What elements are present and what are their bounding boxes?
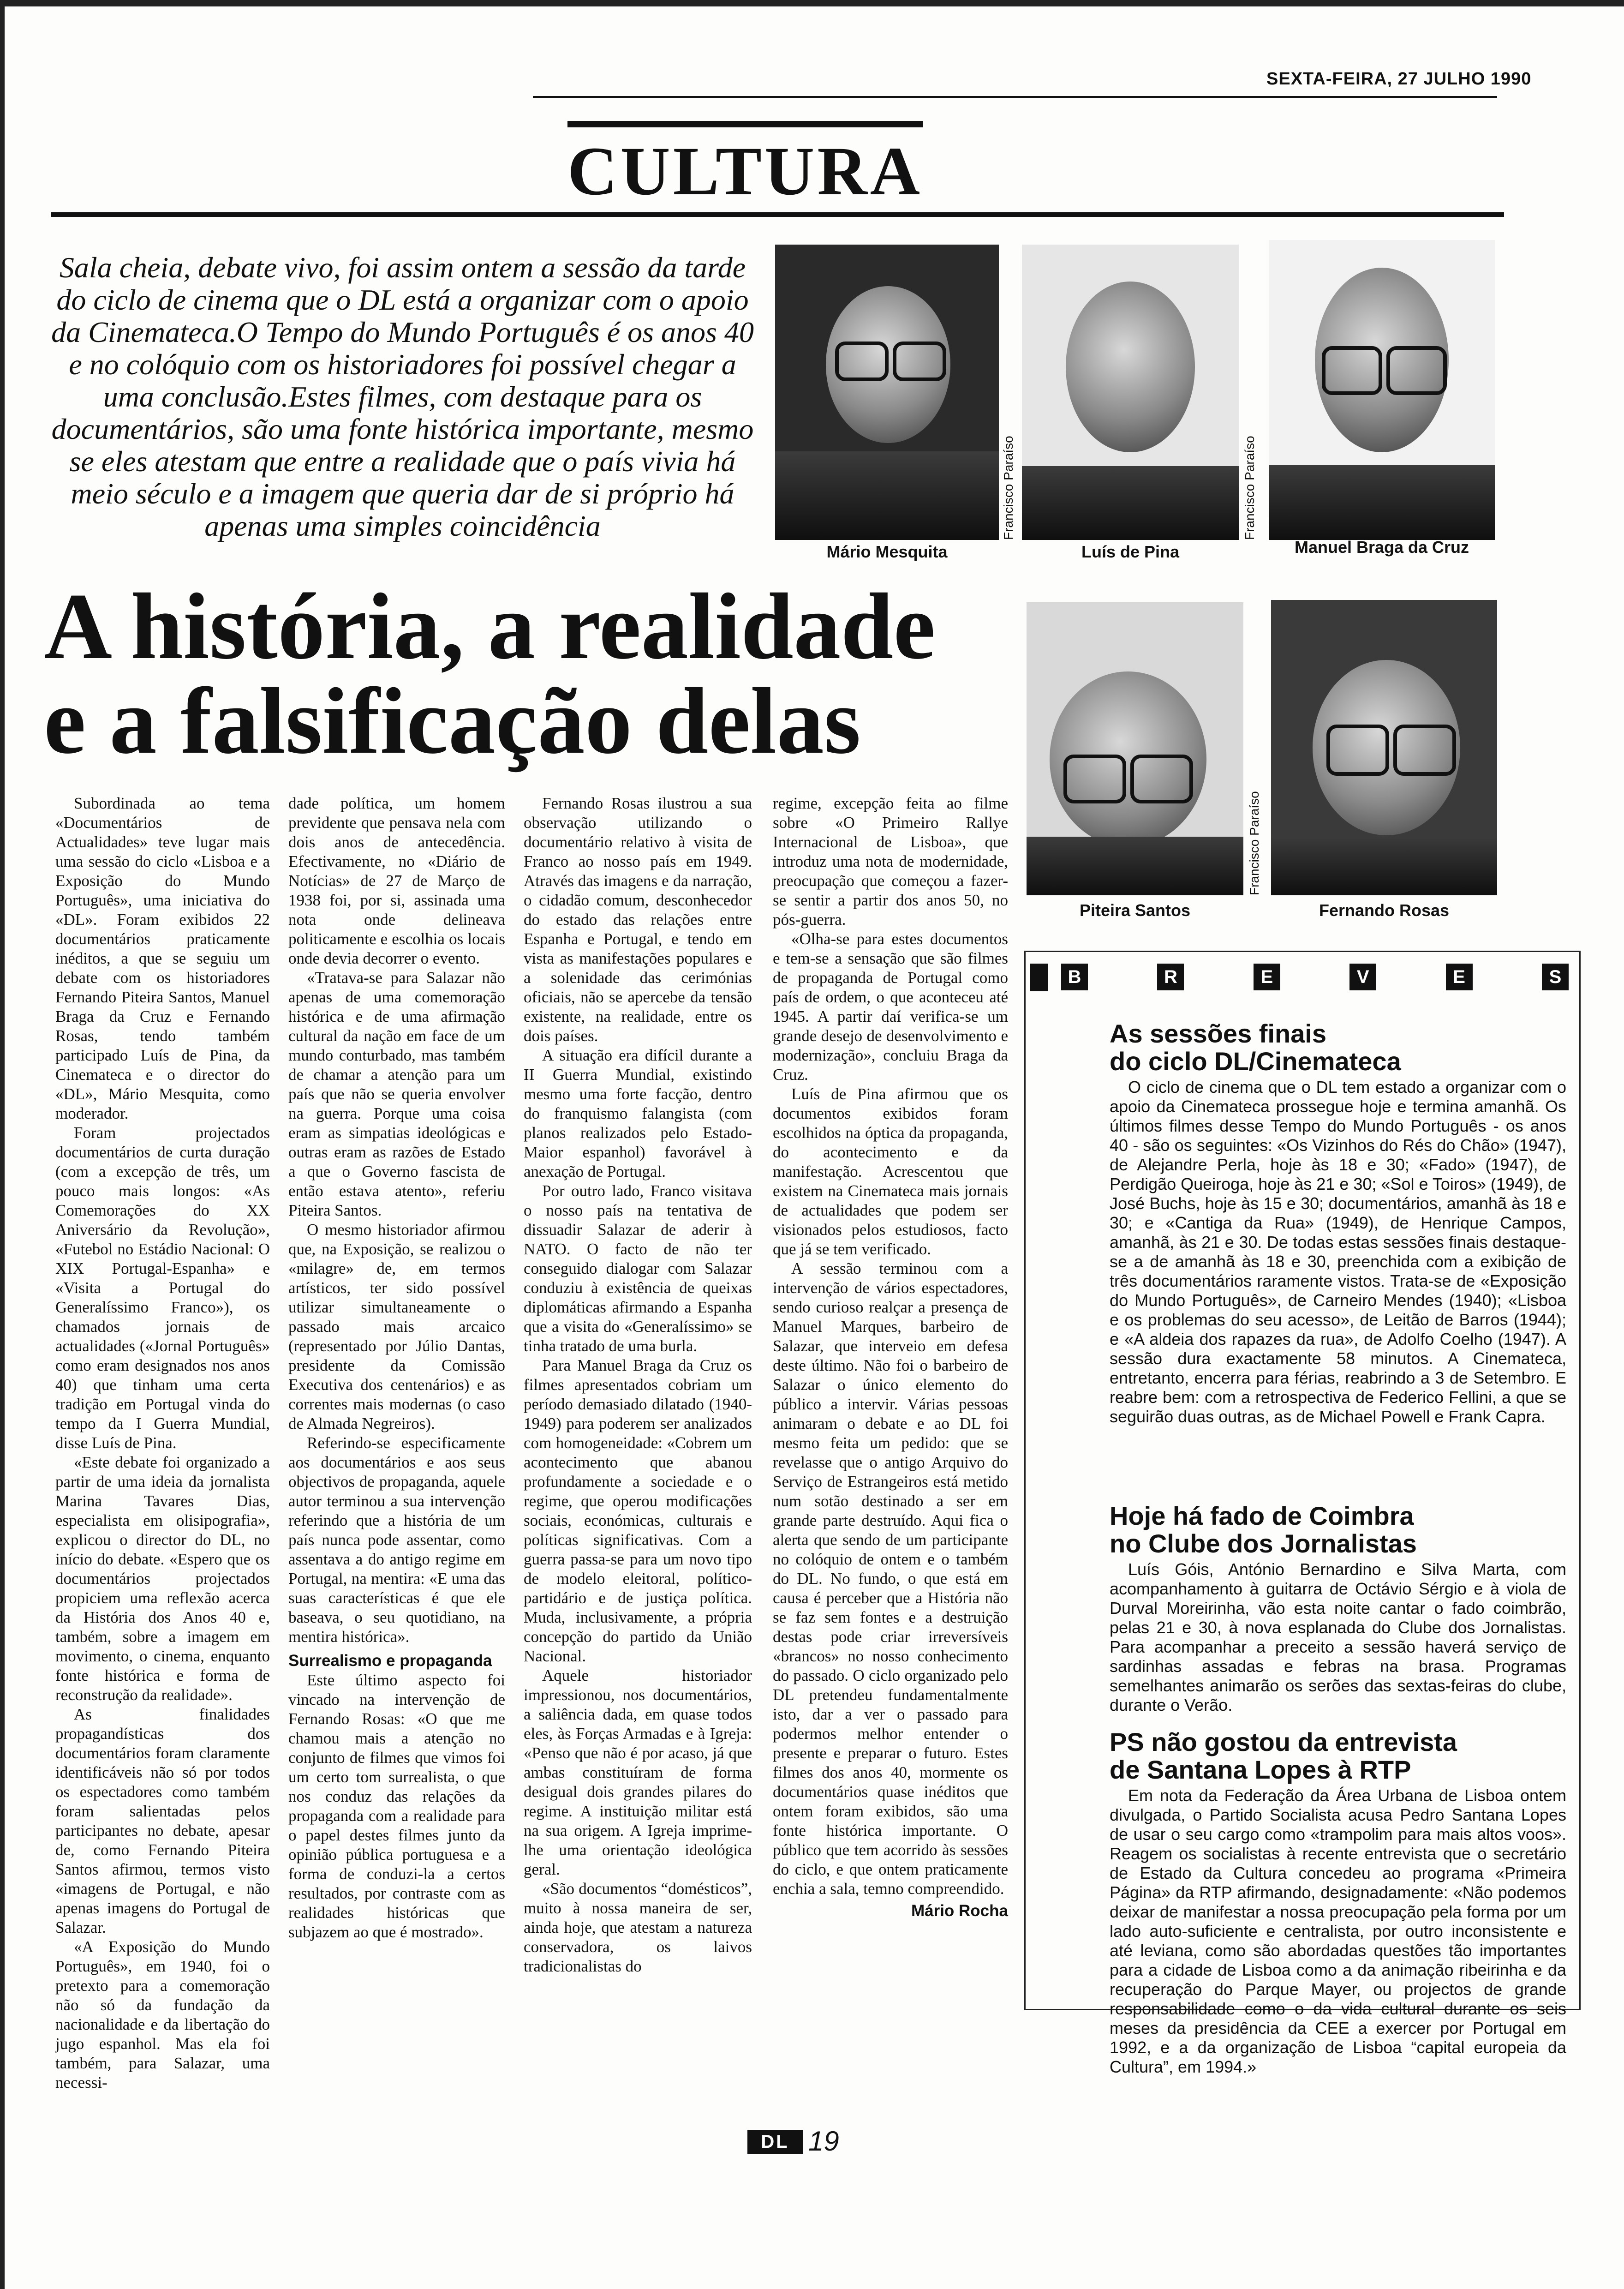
photo-caption: Mário Mesquita	[826, 542, 948, 561]
paragraph: dade política, um homem previdente que pensava nela com dois anos de antecedência. Efectivamente, no «Diário de Notícias» de 27 de Março de 1938 foi, por si, assinada uma nota onde delineava politicamente e escolhia os locais onde devia decorrer o evento.	[288, 794, 505, 967]
article-column-1	[55, 794, 270, 2092]
paragraph: «Tratava-se para Salazar não apenas de uma comemoração histórica e de uma afirmação cultural da nação em face de um mundo conturbado, mas também de chamar a atenção para um país que não se queria envolver na guerra. Porque uma coisa eram as simpatias ideológicas e outras eram as razões de Estado a que o Governo fascista de então estava atento», referiu Piteira Santos.	[288, 969, 505, 1219]
headline-line: A história, a realidade	[44, 574, 936, 679]
paragraph: «São documentos “domésticos”, muito à nossa maneira de ser, ainda hoje, que atestam a natureza conservadora, os laivos tradicionalistas do	[524, 1880, 752, 1975]
article-column-4	[773, 794, 1008, 1921]
page-edge-top	[0, 0, 1624, 6]
paragraph: Em nota da Federação da Área Urbana de Lisboa ontem divulgada, o Partido Socialista acusa Pedro Santana Lopes de usar o seu cargo como «trampolim para mais altos voos». Reagem os socialistas à recente entrevista que o secretário de Estado da Cultura concedeu ao programa «Primeira Página» da RTP afirmando, designadamente: «Não podemos deixar de manifestar a nossa preocupação pela forma por um lado auto-suficiente e centralista, por outro inconsistente e até leviana, como são abordadas questões tão importantes para a cidade de Lisboa como a da animação ribeirinha e da recuperação do Parque Mayer, ou projectos de grande responsabilidade como o da vida cultural durante os seis meses da presidência da CEE a exercer por Portugal em 1992, e a da organização de Lisboa “capital europeia da Cultura”, em 1994.»	[1110, 1786, 1566, 2076]
paragraph: Luís de Pina afirmou que os documentos exibidos foram escolhidos na óptica da propaganda, do acontecimento e da manifestação. Acrescentou que existem na Cinemateca mais jornais de actualidades que podem ser visionados pelos estudiosos, facto que já se tem verificado.	[773, 1085, 1008, 1258]
paragraph: Foram projectados documentários de curta duração (com a excepção de três, um pouco mais longos: «As Comemorações do XX Aniversário da Revolução», «Futebol no Estádio Nacional: O XIX Portugal-Espanha» e «Visita a Portugal do Generalíssimo Franco»), os chamados jornais de actualidades («Jornal Português» como eram designados nos anos 40) que tinham uma certa tradição em Portugal vinda do tempo da I Guerra Mundial, disse Luís de Pina.	[55, 1124, 270, 1452]
paragraph: O ciclo de cinema que o DL tem estado a organizar com o apoio da Cinemateca prossegue hoje e termina amanhã. Os últimos filmes desse Tempo do Mundo Português - os anos 40 - são os seguintes: «Os Vizinhos do Rés do Chão» (1947), de Alejandre Perla, hoje às 18 e 30; «Fado» (1947), de Perdigão Queiroga, hoje às 21 e 30; «Sol e Toiros» (1949), de José Buchs, hoje às 15 e 30; documentários, amanhã às 18 e 30; e «Cantiga da Rua» (1949), de Henrique Campos, amanhã, às 21 e 30. De todas estas sessões finais destaque-se a de amanhã às 18 e 30, preenchida com a exibição de três documentários raramente vistos. Trata-se de «Exposição do Mundo Português», de Carneiro Mendes (1940); «Lisboa e os problemas do seu acesso», de Leitão de Barros (1944); e «A aldeia dos rapazes da rua», de Adolfo Coelho (1947). A sessão dura exactamente 58 minutos. A Cinemateca, entretanto, encerra para férias, reabrindo a 3 de Setembro. E reabre bem: com a retrospectiva de Federico Fellini, a que se seguirão duas outras, as de Michael Powell e Frank Capra.	[1110, 1078, 1566, 1426]
byline: Mário Rocha	[911, 1902, 1008, 1920]
brief-title: do ciclo DL/Cinemateca	[1110, 1047, 1401, 1076]
dateline: SEXTA-FEIRA, 27 JULHO 1990	[1266, 69, 1532, 89]
dl-logo: DL	[747, 2130, 803, 2154]
portrait-photo-pina	[1022, 245, 1239, 540]
paragraph: regime, excepção feita ao filme sobre «O Primeiro Rallye Internacional de Lisboa», que introduz uma nota de modernidade, preocupação que começou a fazer-se sentir a partir dos anos 50, no pós-guerra.	[773, 794, 1008, 929]
paragraph: Para Manuel Braga da Cruz os filmes apresentados cobriam um período demasiado dilatado (1940-1949) para poderem ser analizados com homogeneidade: «Cobrem um acontecimento que abanou profundamente a sociedade e o regime, que operou modificações sociais, económicas, culturais e políticas significativas. Com a guerra passa-se para um novo tipo de modelo eleitoral, político-partidário e de justiça política. Muda, inclusivamente, a própria concepção do partido da União Nacional.	[524, 1356, 752, 1665]
portrait-photo-mesquita	[775, 245, 999, 540]
section-bar	[567, 121, 923, 127]
photo-caption: Manuel Braga da Cruz	[1294, 538, 1469, 557]
paragraph: «A Exposição do Mundo Português», em 1940, foi o pretexto para a comemoração não só da fundação da nacionalidade e da libertação do jugo espanhol. Mas ela foi também, para Salazar, uma necessi-	[55, 1938, 270, 2091]
brief-item	[1110, 1502, 1566, 1558]
briefs-letter: B	[1061, 964, 1088, 990]
paragraph: Luís Góis, António Bernardino e Silva Marta, com acompanhamento à guitarra de Octávio Sérgio e à viola de Durval Moreirinha, vão esta noite cantar o fado coimbrão, pelas 21 e 30, à nova esplanada do Clube dos Jornalistas. Para acompanhar a preceito a sessão haverá serviço de sardinhas assadas e febras na brasa. Programas semelhantes animarão os serões das sextas-feiras do clube, durante o Verão.	[1110, 1560, 1566, 1714]
photo-credit: Francisco Paraíso	[1247, 791, 1261, 895]
portrait-photo-fernando-rosas	[1271, 600, 1497, 895]
brief-title: de Santana Lopes à RTP	[1110, 1755, 1411, 1784]
briefs-letter: S	[1542, 964, 1569, 990]
photo-credit: Francisco Paraíso	[1001, 436, 1015, 540]
paragraph: Aquele historiador impressionou, nos documentários, a saliência dada, em quase todos eles, às Forças Armadas e à Igreja: «Penso que não é por acaso, já que ambas constituíram de forma desigual dois grandes pilares do regime. A instituição militar está na sua origem. A Igreja imprime-lhe uma orientação ideológica geral.	[524, 1666, 752, 1878]
brief-title: PS não gostou da entrevista	[1110, 1727, 1457, 1756]
brief-item	[1110, 1020, 1566, 1075]
brief-title: Hoje há fado de Coimbra	[1110, 1501, 1414, 1530]
brief-body	[1110, 1078, 1566, 1426]
paragraph: As finalidades propagandísticas dos documentários foram claramente identificáveis não só por todos os espectadores como também foram salientadas pelos participantes no debate, apesar de, como Fernando Piteira Santos afirmou, termos visto «imagens de Portugal, e não apenas imagens do Portugal de Salazar.	[55, 1705, 270, 1936]
paragraph: O mesmo historiador afirmou que, na Exposição, se realizou o «milagre» de, em termos artísticos, ter sido possível utilizar simultaneamente o passado mais arcaico (representado por Júlio Dantas, presidente da Comissão Executiva dos centenários) e as correntes mais modernas (o caso de Almada Negreiros).	[288, 1221, 505, 1432]
section-title: CULTURA	[567, 133, 923, 210]
briefs-letter: V	[1349, 964, 1376, 990]
subheading: Surrealismo e propaganda	[288, 1652, 492, 1670]
headline	[44, 574, 1036, 773]
page-edge-left	[0, 0, 5, 2289]
briefs-label	[1061, 964, 1569, 991]
portrait-photo-piteira-santos	[1027, 602, 1243, 895]
brief-body	[1110, 1786, 1566, 2077]
photo-credit: Francisco Paraíso	[1242, 436, 1257, 540]
paragraph: Subordinada ao tema «Documentários de Actualidades» teve lugar mais uma sessão do ciclo «Lisboa e a Exposição do Mundo Português», uma iniciativa do «DL». Foram exibidos 22 documentários praticamente inéditos, a que se seguiu um debate com os historiadores Fernando Piteira Santos, Manuel Braga da Cruz e Fernando Rosas, tendo também participado Luís de Pina, da Cinemateca e o director do «DL», Mário Mesquita, como moderador.	[55, 794, 270, 1122]
briefs-letter: E	[1254, 964, 1280, 990]
headline-line: e a falsificação delas	[44, 669, 861, 773]
photo-caption: Piteira Santos	[1079, 901, 1191, 920]
brief-body	[1110, 1560, 1566, 1715]
paragraph: «Olha-se para estes documentos e tem-se a sensação que são filmes de propaganda de Portugal como país de ordem, o que aconteceu até 1945. A partir daí verifica-se um grande desejo de desenvolvimento e modernização», concluiu Braga da Cruz.	[773, 930, 1008, 1084]
brief-item	[1110, 1728, 1566, 1784]
paragraph: «Este debate foi organizado a partir de uma ideia da jornalista Marina Tavares Dias, especialista em olisipografia», explicou o director do DL, no início do debate. «Espero que os documentários projectados propiciem uma reflexão acerca da História dos Anos 40 e, também, sobre a imagem em movimento, o cinema, enquanto fonte histórica e forma de reconstrução da realidade».	[55, 1453, 270, 1704]
brief-title: As sessões finais	[1110, 1019, 1327, 1048]
paragraph: Por outro lado, Franco visitava o nosso país na tentativa de dissuadir Salazar de aderir à NATO. O facto de não ter conseguido dialogar com Salazar conduziu à existência de queixas diplomáticas afirmando a Espanha que a visita do «Generalíssimo» se tinha tratado de uma burla.	[524, 1182, 752, 1355]
paragraph: A sessão terminou com a intervenção de vários espectadores, sendo curioso realçar a presença de Manuel Marques, barbeiro de Salazar, que interveio em defesa deste último. Não foi o barbeiro de Salazar o único elemento do público a intervir. Várias pessoas animaram o debate e ao DL foi mesmo feita um pedido: que se revelasse que o antigo Arquivo do Serviço de Estrangeiros está metido num sotão destinado a ser em grande parte destruído. Aqui fica o alerta que sendo de um participante no colóquio de ontem e o também do DL. No fundo, o que está em causa é perceber que a História não se faz sem fontes e a destruição destas pode criar irreversíveis «brancos» no nosso conhecimento do passado. O ciclo organizado pelo DL pretendeu fundamentalmente isto, dar a ver o passado para podermos melhor entender o presente e preparar o futuro. Estes filmes dos anos 40, mormente os documentários quase inéditos que ontem foram exibidos, são uma fonte histórica importante. O público que tem acorrido às sessões do ciclo, e que ontem praticamente enchia a sala, temno compreendido.	[773, 1259, 1008, 1898]
paragraph: Fernando Rosas ilustrou a sua observação utilizando o documentário relativo à visita de Franco ao nosso país em 1949. Através das imagens e da narração, o cidadão comum, desconhecedor do estado das relações entre Espanha e Portugal, e tendo em vista as manifestações populares e a solenidade das cerimónias oficiais, não se apercebe da tensão existente, na realidade, entre os dois países.	[524, 794, 752, 1045]
briefs-marker	[1030, 964, 1048, 991]
briefs-letter: R	[1157, 964, 1184, 990]
article-column-2	[288, 794, 505, 1942]
paragraph: A situação era difícil durante a II Guerra Mundial, existindo mesmo uma forte facção, dentro do franquismo falangista (com planos realizados pelo Estado-Maior espanhol) favorável à anexação de Portugal.	[524, 1046, 752, 1180]
header-rule	[533, 96, 1497, 98]
photo-caption: Fernando Rosas	[1319, 901, 1450, 920]
brief-title: no Clube dos Jornalistas	[1110, 1529, 1417, 1558]
portrait-photo-braga-da-cruz	[1269, 240, 1495, 540]
briefs-letter: E	[1446, 964, 1473, 990]
page-number: 19	[808, 2126, 839, 2157]
lede: Sala cheia, debate vivo, foi assim ontem a sessão da tarde do ciclo de cinema que o DL está a organizar com o apoio da Cinemateca.O Tempo do Mundo Português é os anos 40 e no colóquio com os historiadores foi possível chegar a uma conclusão.Estes filmes, com destaque para os documentários, são uma fonte histórica importante, mesmo se eles atestam que entre a realidade que o país vivia há meio século e a imagem que queria dar de si próprio há apenas uma simples coincidência	[51, 251, 754, 542]
paragraph: Este último aspecto foi vincado na intervenção de Fernando Rosas: «O que me chamou mais a atenção no conjunto de filmes que vimos foi um certo tom surrealista, o que nos conduz das relações da propaganda com a realidade para o papel destes filmes junto da opinião pública portuguesa e a forma de conduzi-la a certos resultados, por contraste com as realidades históricas que subjazem ao que é mostrado».	[288, 1671, 505, 1941]
paragraph: Referindo-se especificamente aos documentários e aos seus objectivos de propaganda, aquele autor terminou a sua intervenção referindo que a história de um país nunca pode assentar, como assentava a do antigo regime em Portugal, na mentira: «E uma das suas características é que ele baseava, o seu quotidiano, na mentira histórica».	[288, 1434, 505, 1646]
photo-caption: Luís de Pina	[1081, 542, 1180, 561]
section-rule	[51, 212, 1504, 217]
article-column-3	[524, 794, 752, 1976]
